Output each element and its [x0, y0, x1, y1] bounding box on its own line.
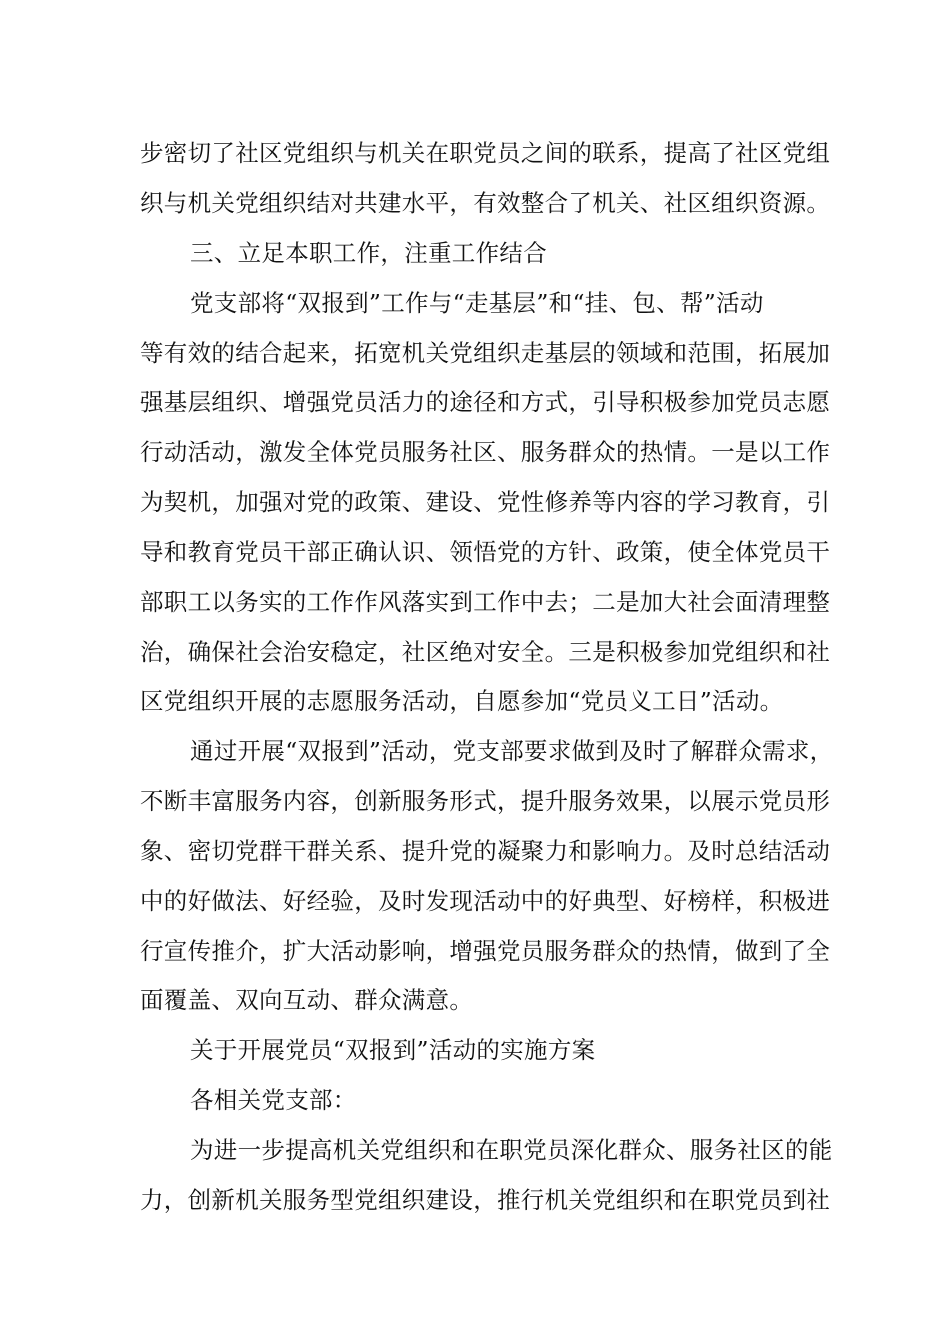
paragraph-line: 面覆盖、双向互动、群众满意。: [140, 986, 474, 1014]
paragraph-line: 为契机，加强对党的政策、建设、党性修养等内容的学习教育，引: [140, 488, 831, 516]
paragraph-line: 等有效的结合起来，拓宽机关党组织走基层的领域和范围，拓展加: [140, 339, 831, 367]
paragraph-line: 党支部将“双报到”工作与“走基层”和“挂、包、帮”活动: [190, 289, 764, 317]
paragraph-line: 导和教育党员干部正确认识、领悟党的方针、政策，使全体党员干: [140, 538, 831, 566]
paragraph-line: 部职工以务实的工作作风落实到工作中去；二是加大社会面清理整: [140, 588, 831, 616]
paragraph-line: 织与机关党组织结对共建水平，有效整合了机关、社区组织资源。: [140, 189, 831, 217]
paragraph-line: 步密切了社区党组织与机关在职党员之间的联系，提高了社区党组: [140, 139, 831, 167]
paragraph-line: 象、密切党群干群关系、提升党的凝聚力和影响力。及时总结活动: [140, 837, 831, 865]
document-title: 关于开展党员“双报到”活动的实施方案: [190, 1036, 596, 1064]
section-heading: 三、立足本职工作，注重工作结合: [190, 239, 547, 267]
paragraph-line: 为进一步提高机关党组织和在职党员深化群众、服务社区的能: [190, 1136, 833, 1164]
paragraph-line: 区党组织开展的志愿服务活动，自愿参加“党员义工日”活动。: [140, 687, 784, 715]
paragraph-line: 强基层组织、增强党员活力的途径和方式，引导积极参加党员志愿: [140, 388, 831, 416]
paragraph-line: 治，确保社会治安稳定，社区绝对安全。三是积极参加党组织和社: [140, 638, 831, 666]
paragraph-line: 行宣传推介，扩大活动影响，增强党员服务群众的热情，做到了全: [140, 937, 831, 965]
salutation: 各相关党支部：: [190, 1086, 357, 1114]
paragraph-line: 通过开展“双报到”活动，党支部要求做到及时了解群众需求，: [190, 737, 834, 765]
paragraph-line: 中的好做法、好经验，及时发现活动中的好典型、好榜样，积极进: [140, 887, 831, 915]
paragraph-line: 力，创新机关服务型党组织建设，推行机关党组织和在职党员到社: [140, 1186, 831, 1214]
paragraph-line: 不断丰富服务内容，创新服务形式，提升服务效果，以展示党员形: [140, 787, 831, 815]
paragraph-line: 行动活动，激发全体党员服务社区、服务群众的热情。一是以工作: [140, 438, 831, 466]
